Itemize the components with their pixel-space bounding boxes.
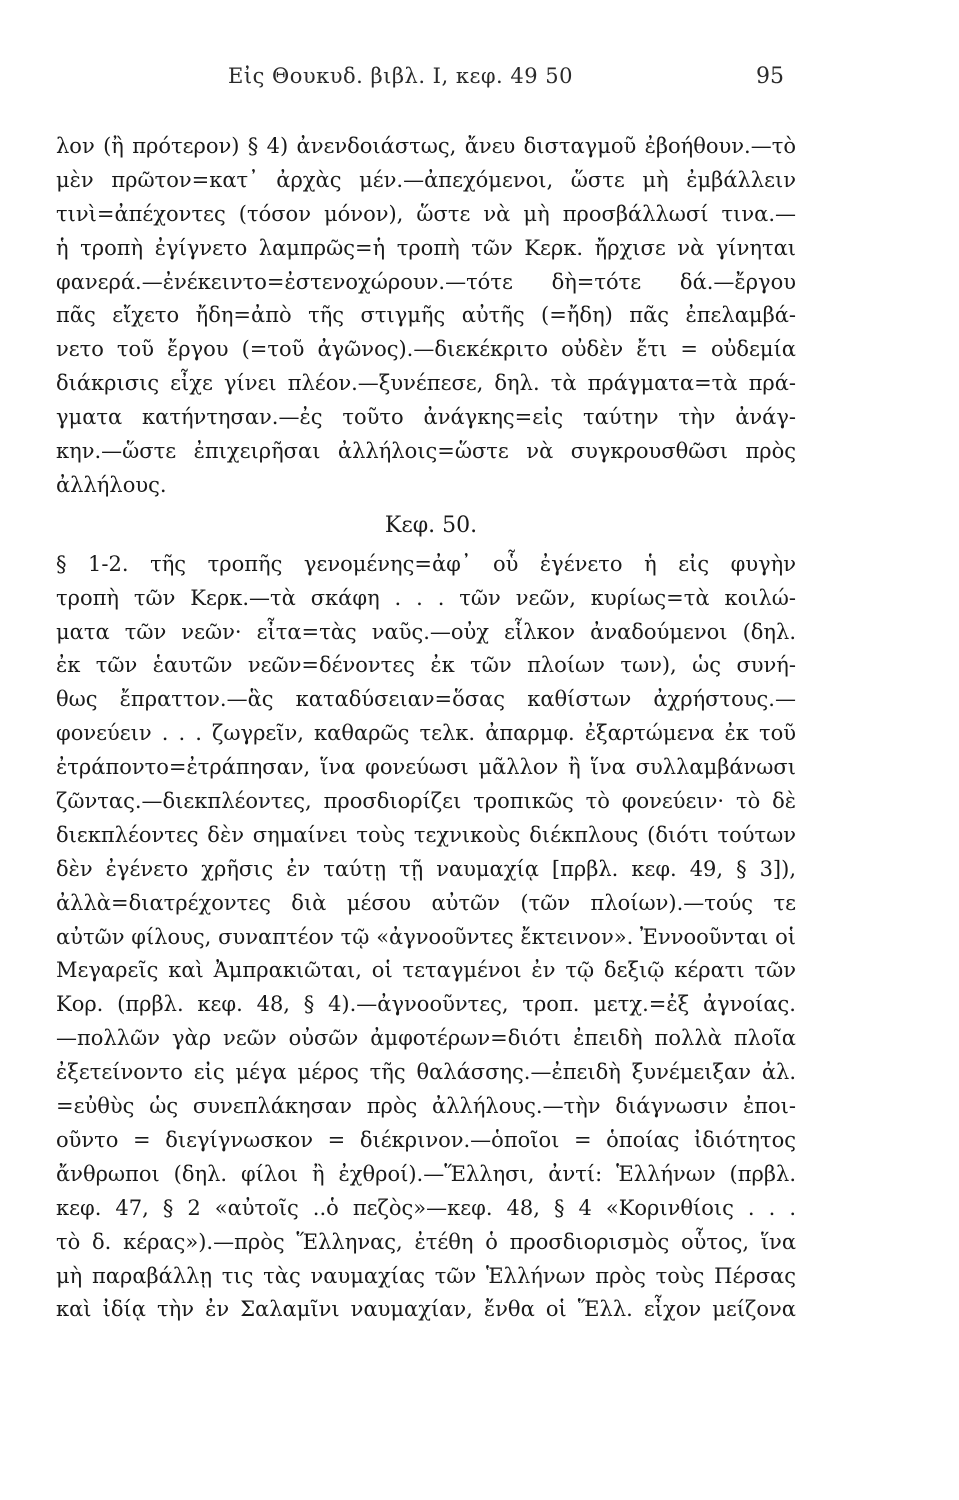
text-line: Κορ. (πρβλ. κεφ. 48, § 4).—ἀγνοοῦντες, τροπ. μετχ.=ἐξ ἀγνοίας.: [56, 992, 796, 1017]
text-line: ἐξετείνοντο εἰς μέγα μέρος τῆς θαλάσσης.—ἐπειδὴ ξυνέμειξαν ἀλ.: [56, 1060, 796, 1085]
text-line: διεκπλέοντες δὲν σημαίνει τοὺς τεχνικοὺς διέκπλους (διότι τούτων: [56, 822, 796, 847]
text-line: νετο τοῦ ἔργου (=τοῦ ἀγῶνος).—διεκέκριτο οὐδὲν ἔτι = οὐδεμία: [56, 337, 796, 362]
text-line: ἄνθρωποι (δηλ. φίλοι ἢ ἐχθροί).—Ἕλλησι, ἀντί: Ἑλλήνων (πρβλ.: [56, 1161, 796, 1186]
text-line: θως ἔπραττον.—ἃς καταδύσειαν=ὅσας καθίστων ἀχρήστους.—: [56, 687, 796, 712]
text-line: ἀλλὰ=διατρέχοντες διὰ μέσου αὐτῶν (τῶν πλοίων).—τούς τε: [56, 890, 796, 915]
text-line: μὴ παραβάλλῃ τις τὰς ναυμαχίας τῶν Ἑλλήνων πρὸς τοὺς Πέρσας: [56, 1263, 796, 1288]
page-number: 95: [756, 64, 784, 89]
body-text: [56, 130, 796, 1327]
text-line: § 1-2. τῆς τροπῆς γενομένης=ἀφ᾽ οὗ ἐγένετο ἡ εἰς φυγὴν: [56, 551, 796, 576]
text-line: διάκρισις εἶχε γίνει πλέον.—ξυνέπεσε, δηλ. τὰ πράγματα=τὰ πρά-: [56, 371, 796, 396]
text-line: κεφ. 47, § 2 «αὐτοῖς ..ὁ πεζὸς»—κεφ. 48, § 4 «Κορινθίοις . . .: [56, 1195, 796, 1220]
text-line: =εὐθὺς ὡς συνεπλάκησαν πρὸς ἀλλήλους.—τὴν διάγνωσιν ἐποι-: [56, 1094, 796, 1119]
text-line: ματα τῶν νεῶν· εἶτα=τὰς ναῦς.—οὐχ εἷλκον ἀναδούμενοι (δηλ.: [56, 619, 796, 644]
text-line: ἐτράποντο=ἐτράπησαν, ἵνα φονεύωσι μᾶλλον ἢ ἵνα συλλαμβάνωσι: [56, 755, 796, 780]
text-line: ἡ τροπὴ ἐγίγνετο λαμπρῶς=ἡ τροπὴ τῶν Κερκ. ἤρχισε νὰ γίνηται: [56, 235, 796, 260]
text-line: αὐτῶν φίλους, συναπτέον τῷ «ἀγνοοῦντες ἔκτεινον». Ἐννοοῦνται οἱ: [56, 924, 796, 949]
text-line: κην.—ὥστε ἐπιχειρῆσαι ἀλλήλοις=ὥστε νὰ συγκρουσθῶσι πρὸς: [56, 439, 796, 464]
text-line: πᾶς εἴχετο ἤδη=ἀπὸ τῆς στιγμῆς αὐτῆς (=ἤδη) πᾶς ἐπελαμβά-: [56, 303, 796, 328]
text-line: ζῶντας.—διεκπλέοντες, προσδιορίζει τροπικῶς τὸ φονεύειν· τὸ δὲ: [56, 789, 796, 814]
text-line: ἀλλήλους.: [56, 472, 167, 497]
paragraph-commentary-ch50: [56, 548, 796, 1327]
text-line: δὲν ἐγένετο χρῆσις ἐν ταύτῃ τῇ ναυμαχίᾳ [πρβλ. κεφ. 49, § 3]),: [56, 856, 796, 881]
running-title: Εἰς Θουκυδ. βιβλ. Ι, κεφ. 49 50: [228, 64, 574, 88]
text-line: μὲν πρῶτον=κατ᾽ ἀρχὰς μέν.—ἀπεχόμενοι, ὥστε μὴ ἐμβάλλειν: [56, 167, 796, 192]
text-line: —πολλῶν γὰρ νεῶν οὐσῶν ἀμφοτέρων=διότι ἐπειδὴ πολλὰ πλοῖα: [56, 1026, 796, 1051]
text-line: φανερά.—ἐνέκειντο=ἐστενοχώρουν.—τότε δὴ=τότε δά.—ἔργου: [56, 269, 796, 294]
text-line: φονεύειν . . . ζωγρεῖν, καθαρῶς τελκ. ἀπαρμφ. ἐξαρτώμενα ἐκ τοῦ: [56, 721, 796, 746]
paragraph-commentary-ch49: [56, 130, 796, 503]
text-line: τὸ δ. κέρας»).—πρὸς Ἕλληνας, ἐτέθη ὁ προσδιορισμὸς οὗτος, ἵνα: [56, 1229, 796, 1254]
chapter-heading: Κεφ. 50.: [384, 512, 478, 538]
text-line: Μεγαρεῖς καὶ Ἀμπρακιῶται, οἱ τεταγμένοι ἐν τῷ δεξιῷ κέρατι τῶν: [56, 958, 796, 983]
text-line: τινὶ=ἀπέχοντες (τόσον μόνον), ὥστε νὰ μὴ προσβάλλωσί τινα.—: [56, 201, 796, 226]
text-line: γματα κατήντησαν.—ἐς τοῦτο ἀνάγκης=εἰς ταύτην τὴν ἀνάγ-: [56, 405, 796, 430]
text-line: λον (ἢ πρότερον) § 4) ἀνενδοιάστως, ἄνευ δισταγμοῦ ἐβοήθουν.—τὸ: [56, 134, 796, 158]
text-line: τροπὴ τῶν Κερκ.—τὰ σκάφη . . . τῶν νεῶν, κυρίως=τὰ κοιλώ-: [56, 585, 796, 610]
text-line: οῦντο = διεγίγνωσκον = διέκρινον.—ὁποῖοι = ὁποίας ἰδιότητος: [56, 1127, 796, 1152]
text-line: καὶ ἰδίᾳ τὴν ἐν Σαλαμῖνι ναυμαχίαν, ἔνθα οἱ Ἕλλ. εἶχον μείζονα: [56, 1297, 796, 1322]
text-line: ἐκ τῶν ἑαυτῶν νεῶν=δένοντες ἐκ τῶν πλοίων των), ὡς συνή-: [56, 653, 796, 678]
